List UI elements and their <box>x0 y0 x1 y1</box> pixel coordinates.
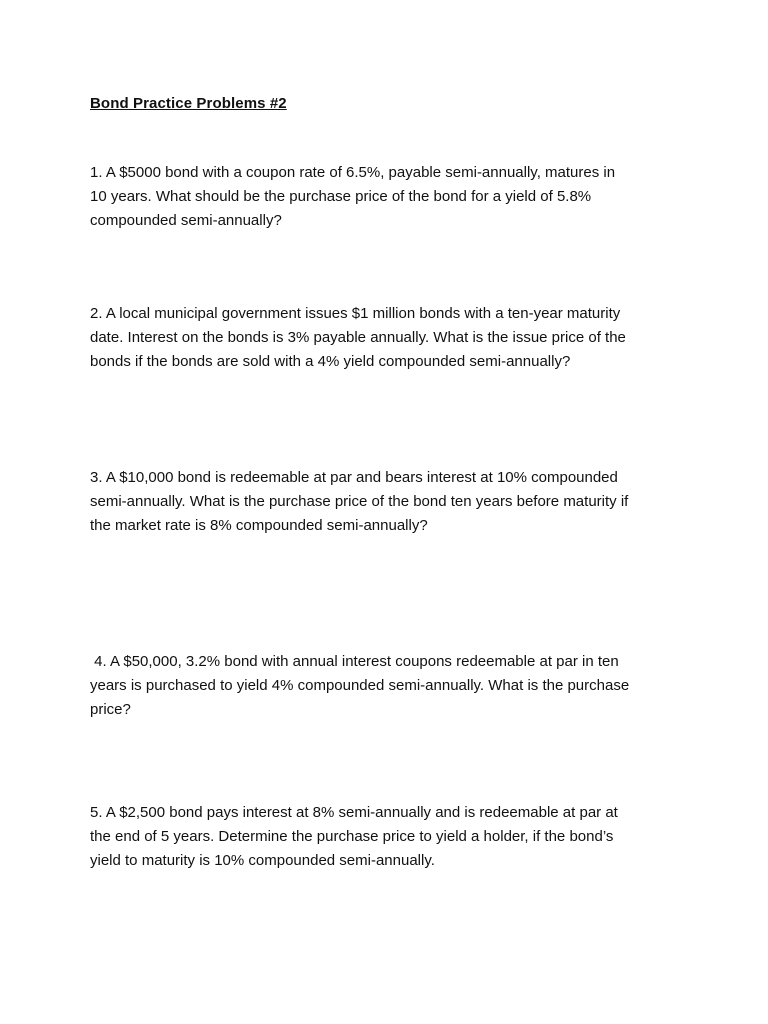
document-title: Bond Practice Problems #2 <box>90 95 287 112</box>
problem-3-line-3: the market rate is 8% compounded semi-annually? <box>90 517 428 534</box>
problem-2 <box>90 302 690 374</box>
problem-1-line-2: 10 years. What should be the purchase price of the bond for a yield of 5.8% <box>90 188 592 205</box>
problem-1 <box>90 161 690 233</box>
problem-4 <box>90 650 690 722</box>
problem-1-line-1: 1. A $5000 bond with a coupon rate of 6.5%, payable semi-annually, matures in <box>90 164 616 181</box>
problem-2-line-2: date. Interest on the bonds is 3% payable annually. What is the issue price of the <box>90 329 626 346</box>
problem-3-line-2: semi-annually. What is the purchase price of the bond ten years before maturity if <box>90 493 629 510</box>
problem-1-line-3: compounded semi-annually? <box>90 212 282 229</box>
problem-3-line-1: 3. A $10,000 bond is redeemable at par and bears interest at 10% compounded <box>90 469 618 486</box>
problem-5 <box>90 801 690 873</box>
problem-3 <box>90 466 690 538</box>
problem-4-line-3: price? <box>90 701 131 718</box>
problem-2-line-1: 2. A local municipal government issues $1 million bonds with a ten-year maturity <box>90 305 621 322</box>
problem-4-line-1: 4. A $50,000, 3.2% bond with annual interest coupons redeemable at par in ten <box>90 653 619 670</box>
problem-4-line-2: years is purchased to yield 4% compounded semi-annually. What is the purchase <box>90 677 630 694</box>
problem-2-line-3: bonds if the bonds are sold with a 4% yield compounded semi-annually? <box>90 353 571 370</box>
problem-5-line-2: the end of 5 years. Determine the purchase price to yield a holder, if the bond’s <box>90 828 614 845</box>
problem-5-line-1: 5. A $2,500 bond pays interest at 8% semi-annually and is redeemable at par at <box>90 804 618 821</box>
problem-5-line-3: yield to maturity is 10% compounded semi-annually. <box>90 852 435 869</box>
